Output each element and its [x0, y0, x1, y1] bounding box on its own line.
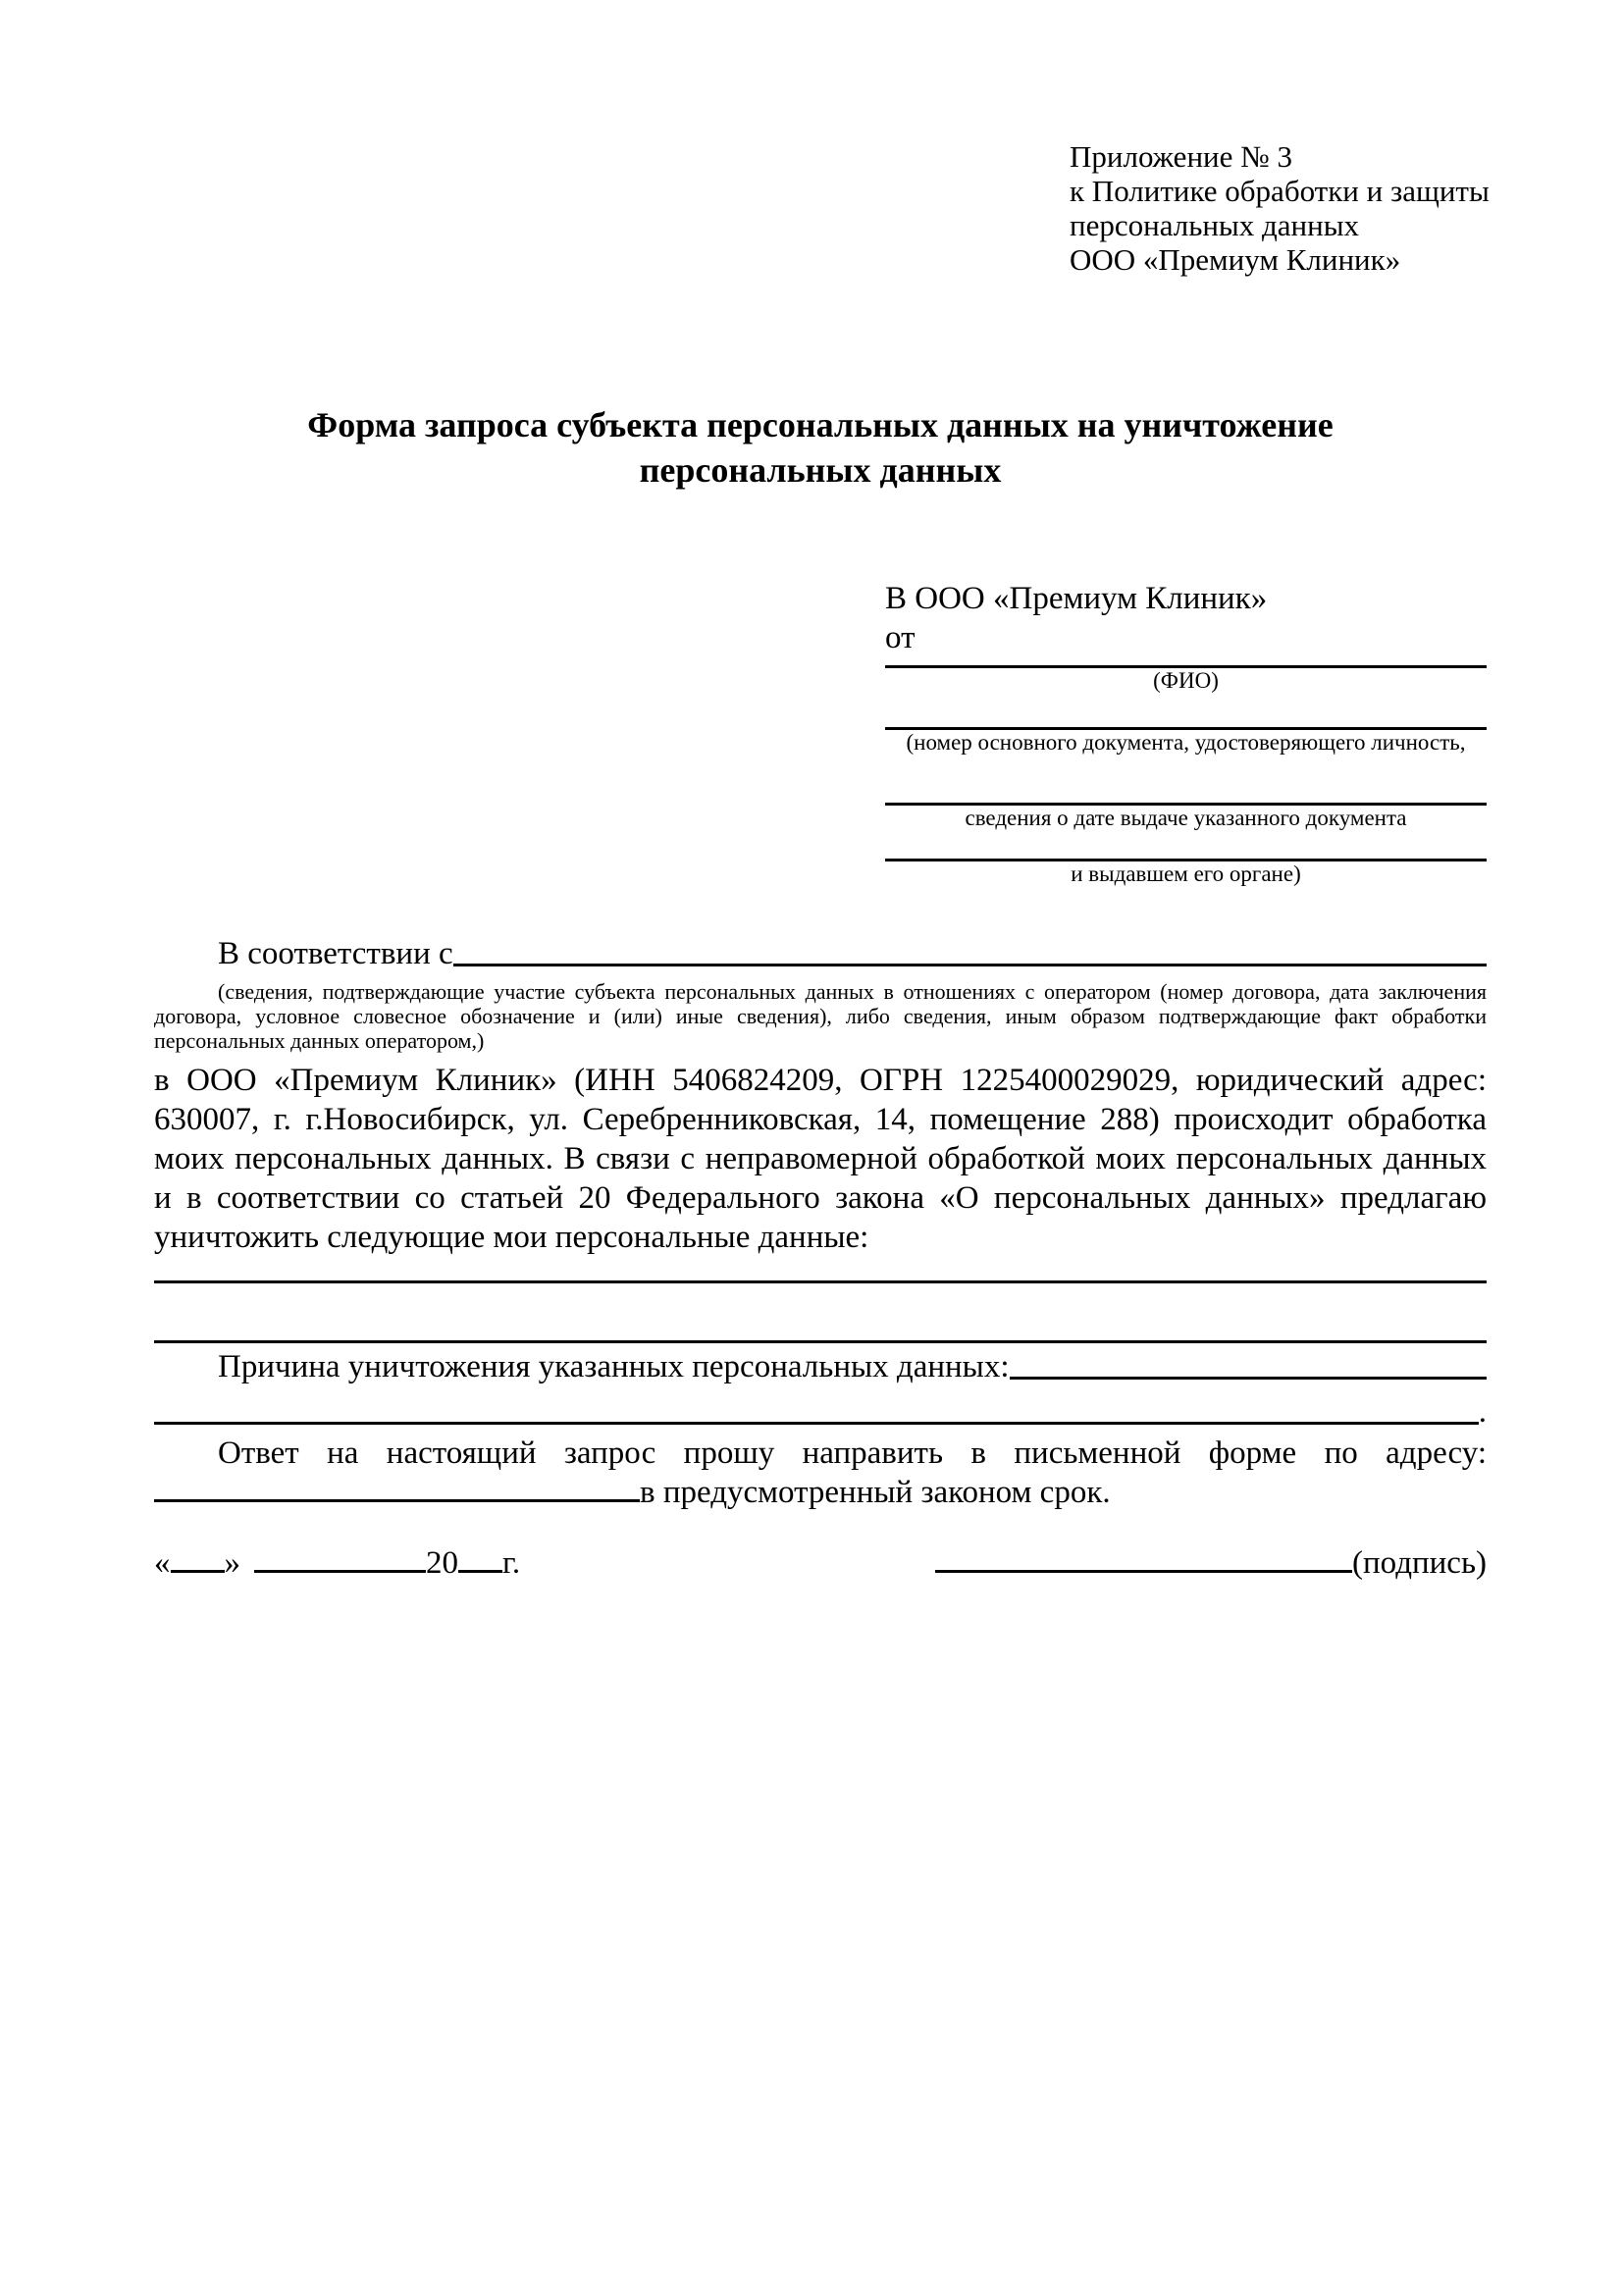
date-year-blank	[458, 1570, 502, 1573]
issue-date-caption: сведения о дате выдаче указанного документа	[965, 806, 1407, 830]
appendix-line-2: к Политике обработки и защиты	[1070, 174, 1490, 208]
addressee-field-issuing-authority	[885, 831, 1487, 887]
addressee-to: В ООО «Премиум Клиник»	[885, 581, 1268, 616]
signature-blank-line	[935, 1570, 1352, 1573]
reason-blank-line-2	[154, 1392, 1479, 1425]
reason-blank-line-2-row	[154, 1392, 1487, 1432]
appendix-line-3: персональных данных	[1070, 208, 1360, 242]
date-year-prefix: 20	[426, 1545, 458, 1581]
reason-row	[154, 1347, 1487, 1386]
reason-blank-line	[1010, 1347, 1487, 1380]
date-day-blank	[171, 1570, 225, 1573]
document-title-line-2: персональных данных	[639, 450, 1002, 490]
response-address-row	[154, 1473, 1487, 1512]
response-address-blank-line	[154, 1499, 640, 1502]
main-paragraph: в ООО «Премиум Клиник» (ИНН 5406824209, ОГРН 1225400029029, юридический адрес: 630007, г. г.Новосибирск, ул. Серебренниковская, 14, помещение 288) происходит обработка моих персональных данных. В связи с неправомерной обработкой моих персональных данных и в соответствии со статьей 20 Федерального закона «О персональных данных» предлагаю уничтожить следующие мои персональные данные:	[154, 1063, 1487, 1255]
date-month-blank	[254, 1570, 426, 1573]
document-title-line-1: Форма запроса субъекта персональных данных на уничтожение	[307, 405, 1334, 444]
addressee-field-fio	[885, 657, 1487, 694]
accordance-footnote: (сведения, подтверждающие участие субъекта персональных данных в отношениях с оператором (номер договора, дата заключения договора, условное словесное обозначение и (или) иные сведения), либо сведения, иным образом подтверждающие факт обработки персональных данных оператором,)	[154, 979, 1487, 1053]
accordance-lead: В соответствии с	[218, 936, 453, 971]
reason-line-period: .	[1478, 1394, 1487, 1430]
fio-caption: (ФИО)	[1153, 668, 1219, 693]
signature-caption: (подпись)	[1352, 1545, 1487, 1581]
date-year-suffix: г.	[502, 1545, 521, 1581]
fio-blank-line	[885, 657, 1487, 668]
accordance-blank-line	[453, 934, 1487, 966]
reason-lead: Причина уничтожения указанных персональных данных:	[218, 1349, 1010, 1384]
addressee-field-issue-date	[885, 756, 1487, 831]
issue-date-blank-line	[885, 756, 1487, 806]
signature-field	[935, 1543, 1487, 1583]
addressee-block	[885, 579, 1487, 887]
appendix-header	[1070, 139, 1490, 277]
addressee-from-label: от	[885, 620, 916, 655]
issuing-authority-caption: и выдавшем его органе)	[1071, 861, 1301, 886]
date-quote-open: «	[154, 1545, 171, 1581]
appendix-line-1: Приложение № 3	[1070, 139, 1292, 174]
issuing-authority-blank-line	[885, 831, 1487, 861]
date-quote-close: »	[224, 1545, 240, 1581]
document-content	[154, 0, 1490, 1583]
personal-data-blank-line-1	[154, 1259, 1487, 1283]
id-number-caption: (номер основного документа, удостоверяющего личность,	[906, 730, 1466, 755]
response-tail: в предусмотренный законом срок.	[640, 1475, 1111, 1510]
date-field	[154, 1543, 520, 1583]
appendix-line-4: ООО «Премиум Клиник»	[1070, 242, 1401, 277]
personal-data-blank-line-2	[154, 1319, 1487, 1343]
accordance-row	[154, 934, 1487, 973]
response-request: Ответ на настоящий запрос прошу направить в письменной форме по адресу:	[218, 1435, 1487, 1471]
id-number-blank-line	[885, 694, 1487, 730]
addressee-field-id-number	[885, 694, 1487, 756]
document-title	[154, 402, 1487, 493]
date-signature-row	[154, 1543, 1487, 1583]
